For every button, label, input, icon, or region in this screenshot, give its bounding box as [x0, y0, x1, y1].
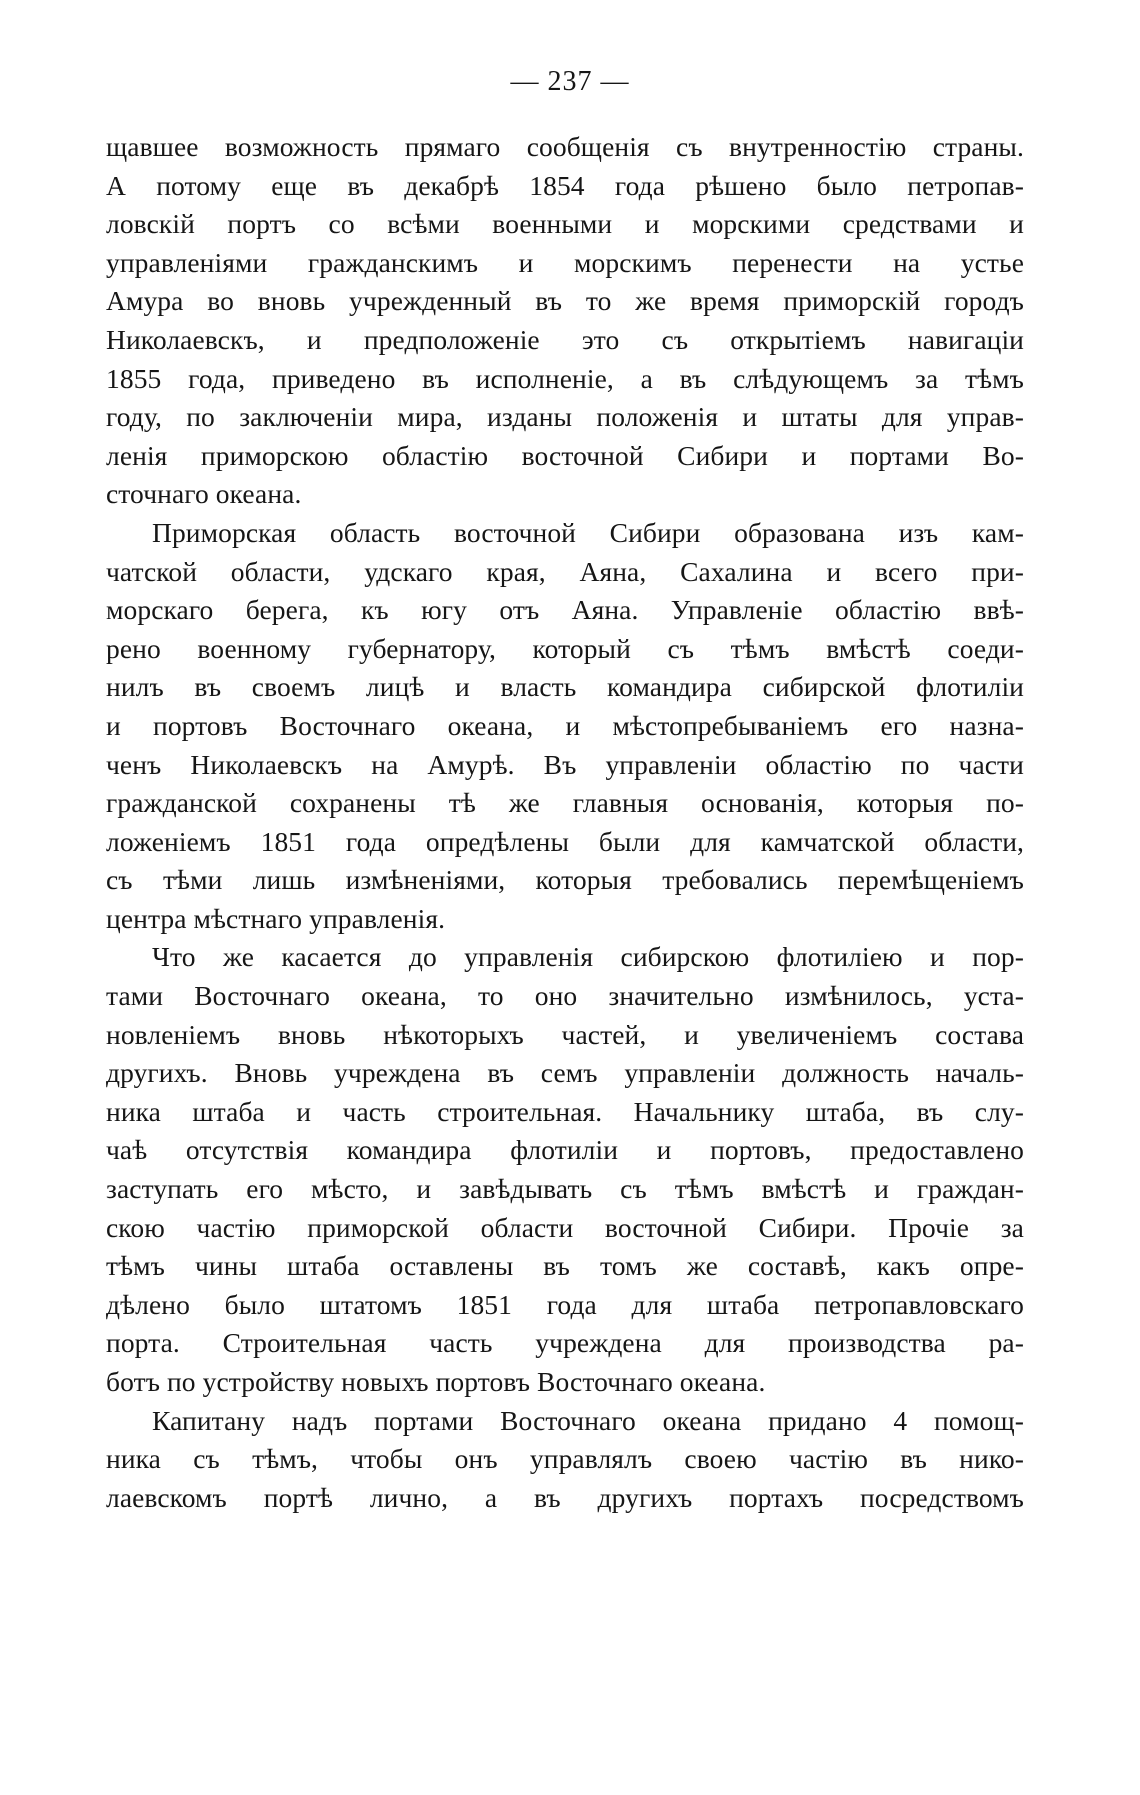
text-line: Николаевскъ, и предположеніе это съ открытіемъ навигаціи [106, 323, 1024, 355]
text-line: ложеніемъ 1851 года опредѣлены были для камчатской области, [106, 825, 1024, 857]
text-line: щавшее возможность прямаго сообщенія съ внутренностію страны. [106, 131, 1024, 162]
text-line: дѣлено было штатомъ 1851 года для штаба петропавловскаго [106, 1288, 1024, 1320]
text-line: нилъ въ своемъ лицѣ и власть командира сибирской флотиліи [106, 671, 1024, 703]
text-line: управленіями гражданскимъ и морскимъ перенести на устье [106, 246, 1024, 278]
text-line: лаевскомъ портѣ лично, а въ другихъ портахъ посредствомъ [106, 1481, 1024, 1513]
text-line: заступать его мѣсто, и завѣдывать съ тѣмъ вмѣстѣ и граждан- [106, 1173, 1024, 1205]
text-line: году, по заключеніи мира, изданы положенія и штаты для управ- [106, 401, 1024, 433]
paragraph-4 [106, 1402, 1024, 1518]
paragraph-1 [106, 128, 1024, 514]
text-line: ника штаба и часть строительная. Начальнику штаба, въ слу- [106, 1095, 1024, 1127]
text-line: рено военному губернатору, который съ тѣмъ вмѣстѣ соеди- [106, 632, 1024, 664]
text-line: ловскій портъ со всѣми военными и морскими средствами и [106, 208, 1024, 240]
text-line: Что же касается до управленія сибирскою флотиліею и пор- [152, 941, 1024, 973]
text-line: Амура во вновь учрежденный въ то же время приморскій городъ [106, 285, 1024, 317]
text-line: сточнаго океана. [106, 478, 302, 510]
text-line: центра мѣстнаго управленія. [106, 902, 446, 934]
text-line: порта. Строительная часть учреждена для производства ра- [106, 1327, 1024, 1359]
text-line: 1855 года, приведено въ исполненіе, а въ слѣдующемъ за тѣмъ [106, 362, 1024, 394]
text-line: ленія приморскою областію восточной Сибири и портами Во- [106, 439, 1024, 471]
text-line: А потому еще въ декабрѣ 1854 года рѣшено было петропав- [106, 169, 1024, 201]
text-line: чатской области, удскаго края, Аяна, Сахалина и всего при- [106, 555, 1024, 587]
text-line: другихъ. Вновь учреждена въ семъ управленіи должность началь- [106, 1057, 1024, 1089]
text-line: морскаго берега, къ югу отъ Аяна. Управленіе областію ввѣ- [106, 594, 1024, 626]
text-line: тѣмъ чины штаба оставлены въ томъ же составѣ, какъ опре- [106, 1250, 1024, 1282]
page-number: — 237 — [510, 66, 630, 97]
text-line: чаѣ отсутствія командира флотиліи и портовъ, предоставлено [106, 1134, 1024, 1166]
text-line: ника съ тѣмъ, чтобы онъ управлялъ своею частію въ нико- [106, 1443, 1024, 1475]
paragraph-3 [106, 938, 1024, 1401]
text-line: съ тѣми лишь измѣненіями, которыя требовались перемѣщеніемъ [106, 864, 1024, 896]
text-line: ченъ Николаевскъ на Амурѣ. Въ управленіи областію по части [106, 748, 1024, 780]
text-line: Капитану надъ портами Восточнаго океана придано 4 помощ- [152, 1404, 1024, 1436]
text-line: гражданской сохранены тѣ же главныя основанія, которыя по- [106, 787, 1024, 819]
text-line: тами Восточнаго океана, то оно значительно измѣнилось, уста- [106, 980, 1024, 1012]
text-line: и портовъ Восточнаго океана, и мѣстопребываніемъ его назна- [106, 709, 1024, 741]
text-line: ботъ по устройству новыхъ портовъ Восточнаго океана. [106, 1366, 766, 1397]
body-text [106, 128, 1024, 1517]
paragraph-2 [106, 514, 1024, 939]
text-line: Приморская область восточной Сибири образована изъ кам- [152, 516, 1024, 548]
text-line: скою частію приморской области восточной Сибири. Прочіе за [106, 1211, 1024, 1243]
text-line: новленіемъ вновь нѣкоторыхъ частей, и увеличеніемъ состава [106, 1018, 1024, 1050]
